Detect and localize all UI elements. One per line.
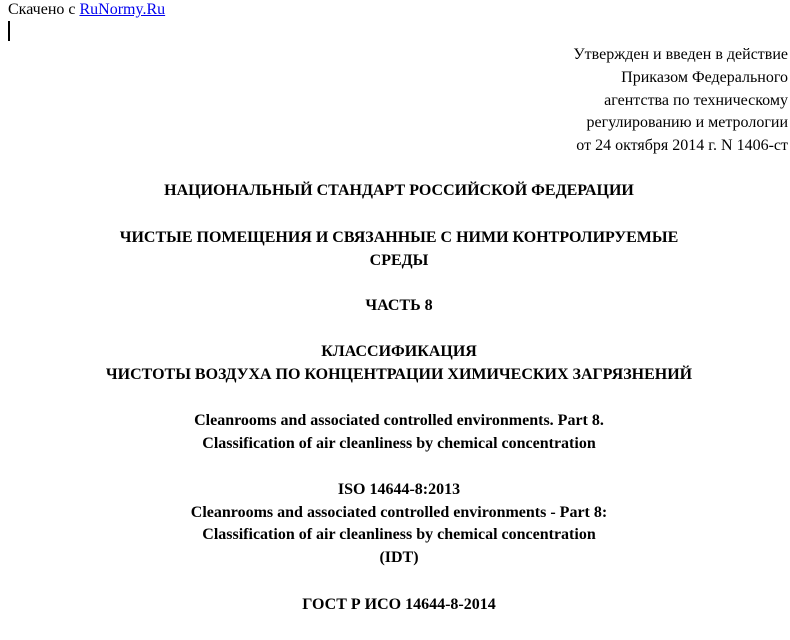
title-line: СРЕДЫ (369, 251, 429, 269)
part-heading (0, 295, 790, 318)
download-prefix: Скачено с (8, 1, 80, 18)
national-title: НАЦИОНАЛЬНЫЙ СТАНДАРТ РОССИЙСКОЙ ФЕДЕРАЦИИ (164, 182, 634, 199)
english-title-block (0, 410, 790, 455)
title-line: ЧИСТЫЕ ПОМЕЩЕНИЯ И СВЯЗАННЫЕ С НИМИ КОНТРОЛИРУЕМЫЕ (119, 229, 679, 246)
approval-block (448, 44, 788, 158)
idt-marker: (IDT) (379, 548, 419, 566)
iso-title-line: Cleanrooms and associated controlled environments - Part 8: (190, 503, 608, 521)
download-source-line (8, 0, 165, 19)
gost-heading (0, 594, 790, 617)
part-number: ЧАСТЬ 8 (365, 297, 433, 314)
english-title-line: Cleanrooms and associated controlled environments. Part 8. (194, 412, 604, 429)
runormy-link[interactable]: RuNormy.Ru (79, 1, 166, 18)
classification-line: КЛАССИФИКАЦИЯ (321, 343, 477, 360)
gost-number: ГОСТ Р ИСО 14644-8-2014 (302, 596, 496, 613)
iso-title-line: Classification of air cleanliness by chemical concentration (202, 526, 596, 543)
approval-line: от 24 октября 2014 г. N 1406-ст (576, 137, 788, 155)
approval-line: регулированию и метрологии (586, 114, 788, 132)
classification-line: ЧИСТОТЫ ВОЗДУХА ПО КОНЦЕНТРАЦИИ ХИМИЧЕСКИХ ЗАГРЯЗНЕНИЙ (105, 365, 693, 383)
national-standard-heading (0, 180, 790, 203)
iso-number: ISO 14644-8:2013 (337, 481, 461, 498)
approval-line: агентства по техническому (604, 91, 788, 109)
standard-title-block (0, 227, 790, 272)
approval-line: Приказом Федерального (621, 68, 788, 86)
classification-block (0, 341, 790, 386)
text-cursor (8, 21, 10, 41)
iso-reference-block (0, 479, 790, 569)
approval-line: Утвержден и введен в действие (573, 46, 788, 63)
english-title-line: Classification of air cleanliness by chemical concentration (202, 434, 596, 452)
